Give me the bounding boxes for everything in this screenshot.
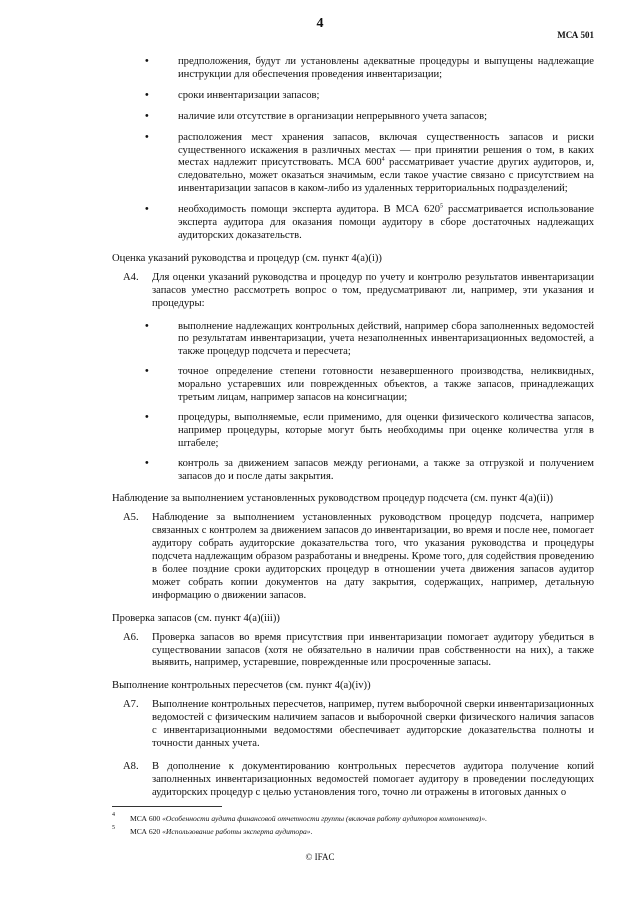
bullet-icon: • [145,110,149,122]
list-item: • точное определение степени готовности незавершенного производства, неликвидных, морально устаревших или поврежденных объектов, а также запасов, принадлежащих третьим лицам, например запасов на консигнации; [145,366,594,404]
document-code: МСА 501 [557,30,594,40]
section-heading: Выполнение контрольных пересчетов (см. пункт 4(a)(iv)) [112,680,371,692]
bullet-icon: • [145,56,149,67]
list-item: • выполнение надлежащих контрольных действий, например сбора заполненных ведомостей по результатам инвентаризации, учета незаполненных инвентаризационных ведомостей, а также процедур подсчета и пересчета; [145,320,594,358]
list-item: • процедуры, выполняемые, если применимо, для оценки физического количества запасов, например процедуры, которые могут быть необходимы при оценке количества угля в штабеле; [145,411,594,449]
list-item: • расположения мест хранения запасов, включая существенность запасов и риски существенного искажения в различных местах — при принятии решения о том, в каких местах надлежит присутствовать. МСА $600^4$ рассматривает участие других аудиторов, и, следовательно, может оказаться значимым, если такое участие связано с присутствием на инвентаризации запасов в каком-либо из удаленных территориальных подразделений; [145,131,594,195]
bullet-icon: • [145,411,149,423]
bullet-icon: • [145,89,149,101]
footnotes [112,812,594,838]
footnote-ref[interactable]: 4 [381,156,385,163]
footnote-ref[interactable]: 5 [440,203,444,210]
bullet-icon: • [145,457,149,469]
paragraph-a7: A7. Выполнение контрольных пересчетов, например, путем выборочной сверки инвентаризационных ведомостей с физическим наличием запасов и выборочной сверки физического наличия запасов с инвентаризационными ведомостями обеспечивает аудиторские доказательства полноты и точности данных учета. [123,699,594,749]
paragraph-a5: A5. Наблюдение за выполнением установленных руководством процедур подсчета, например связанных с контролем за движением запасов до инвентаризации, во время и после нее, помогает аудитору собрать аудиторские доказательства того, что указания руководства и процедуры подсчета надлежащим образом разработаны и внедрены. Кроме того, для содействия проведению в более поздние сроки аудиторских процедур в отношении учета движения запасов аудитор может собрать копии документов на дату закрытия, содержащих, например, детальную информацию о движении запасов. [123,512,594,601]
paragraph-number: A6. [123,631,139,643]
footnote-divider [112,806,222,807]
paragraph-a8: A8. В дополнение к документированию контрольных пересчетов аудитора получение копий заполненных инвентаризационных ведомостей помогает аудитору в проведении последующих аудиторских процедур с целью установления того, точно ли отражены в итоговых данных о [123,760,594,798]
section-heading: Оценка указаний руководства и процедур (см. пункт 4(a)(i)) [112,252,382,264]
section-heading: Проверка запасов (см. пункт 4(a)(iii)) [112,612,280,624]
list-item: • предположения, будут ли установлены адекватные процедуры и выпущены надлежащие инструкции для обеспечения проведения инвентаризации; [145,56,594,80]
bullet-icon: • [145,320,149,332]
bullet-icon: • [145,204,149,216]
footnote: 4 МСА 600 «Особенности аудита финансовой отчетности группы (включая работу аудиторов компонента)». [112,812,488,823]
paragraph-a6: A6. Проверка запасов во время присутствия при инвентаризации помогает аудитору убедиться в существовании запасов (хотя не обязательно в наличии прав собственности на них), а также выявить, например, устаревшие, поврежденные или просроченные запасы. [123,631,594,669]
list-item: • необходимость помощи эксперта аудитора. В МСА $620^5$ рассматривается использование эксперта аудитора для оказания помощи аудитору в сборе достаточных надлежащих аудиторских доказательств. [145,203,595,241]
bullet-icon: • [145,366,149,378]
list-item: • контроль за движением запасов между регионами, а также за отгрузкой и получением запасов до и после даты закрытия. [145,457,594,482]
paragraph-number: A4. [123,271,139,283]
list-item: • сроки инвентаризации запасов; [145,89,320,101]
copyright-footer: © IFAC [305,852,335,862]
footnote: 5 МСА 620 «Использование работы эксперта аудитора». [112,825,313,836]
paragraph-number: A8. [123,760,139,772]
paragraph-number: A5. [123,512,139,524]
main-content [112,56,594,810]
paragraph-a4: A4. Для оценки указаний руководства и процедур по учету и контролю результатов инвентаризации запасов уместно рассмотреть вопрос о том, предусматривают ли, например, эти указания и процедуры: [123,271,594,309]
section-heading: Наблюдение за выполнением установленных руководством процедур подсчета (см. пункт 4(a)(ii)) [112,493,553,505]
bullet-icon: • [145,131,149,143]
paragraph-number: A7. [123,699,139,711]
list-item: • наличие или отсутствие в организации непрерывного учета запасов; [145,110,488,122]
page-number: 4 [316,16,324,31]
